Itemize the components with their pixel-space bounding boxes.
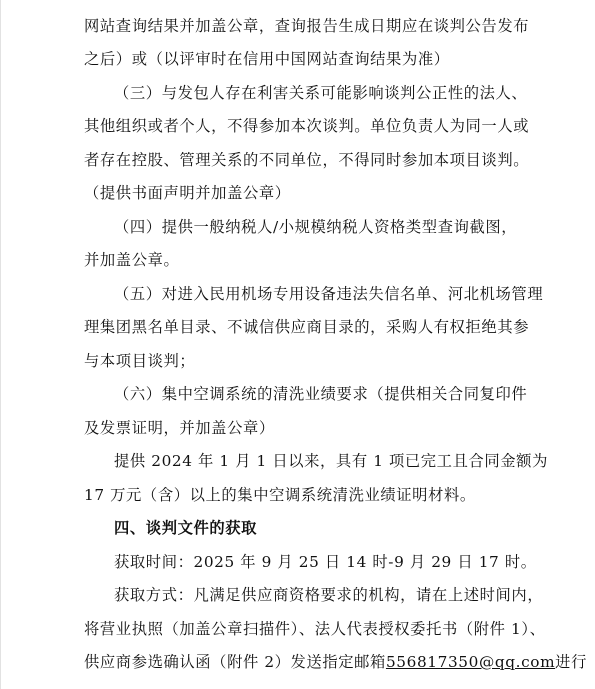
- text-line: 提供 2024 年 1 月 1 日以来，具有 1 项已完工且合同金额为: [114, 452, 548, 470]
- text-line: 获取方式：凡满足供应商资格要求的机构，请在上述时间内，: [114, 586, 544, 604]
- text-line: （四）提供一般纳税人/小规模纳税人资格类型查询截图，: [114, 218, 518, 236]
- text-line: 网站查询结果并加盖公章，查询报告生成日期应在谈判公告发布: [84, 17, 530, 35]
- text-line: 并加盖公章。: [84, 251, 180, 269]
- section-heading: 四、谈判文件的获取: [114, 519, 258, 537]
- text-line: （三）与发包人存在利害关系可能影响谈判公正性的法人、: [114, 84, 528, 102]
- text-line: 之后）或（以评审时在信用中国网站查询结果为准）: [84, 50, 450, 68]
- text-line: 与本项目谈判；: [84, 352, 196, 370]
- text-line-with-email: [84, 650, 587, 674]
- text-line: 其他组织或者个人，不得参加本次谈判。单位负责人为同一人或: [84, 117, 530, 135]
- text-line: 将营业执照（加盖公章扫描件）、法人代表授权委托书（附件 1）、: [84, 620, 546, 638]
- text-line: 获取时间：2025 年 9 月 25 日 14 时-9 月 29 日 17 时。: [114, 553, 537, 571]
- text-line: （六）集中空调系统的清洗业绩要求（提供相关合同复印件: [114, 385, 528, 403]
- text-segment: 进行: [555, 653, 587, 671]
- text-line: 者存在控股、管理关系的不同单位，不得同时参加本项目谈判。: [84, 151, 530, 169]
- text-line: 及发票证明，并加盖公章）: [84, 419, 275, 437]
- email-link[interactable]: 556817350@qq.com: [385, 653, 556, 671]
- text-line: （五）对进入民用机场专用设备违法失信名单、河北机场管理: [114, 285, 544, 303]
- text-line: （提供书面声明并加盖公章）: [84, 184, 291, 202]
- text-line: 理集团黑名单目录、不诚信供应商目录的，采购人有权拒绝其参: [84, 318, 530, 336]
- text-segment: 供应商参选确认函（附件 2）发送指定邮箱: [84, 653, 386, 671]
- text-line: 17 万元（含）以上的集中空调系统清洗业绩证明材料。: [84, 486, 476, 504]
